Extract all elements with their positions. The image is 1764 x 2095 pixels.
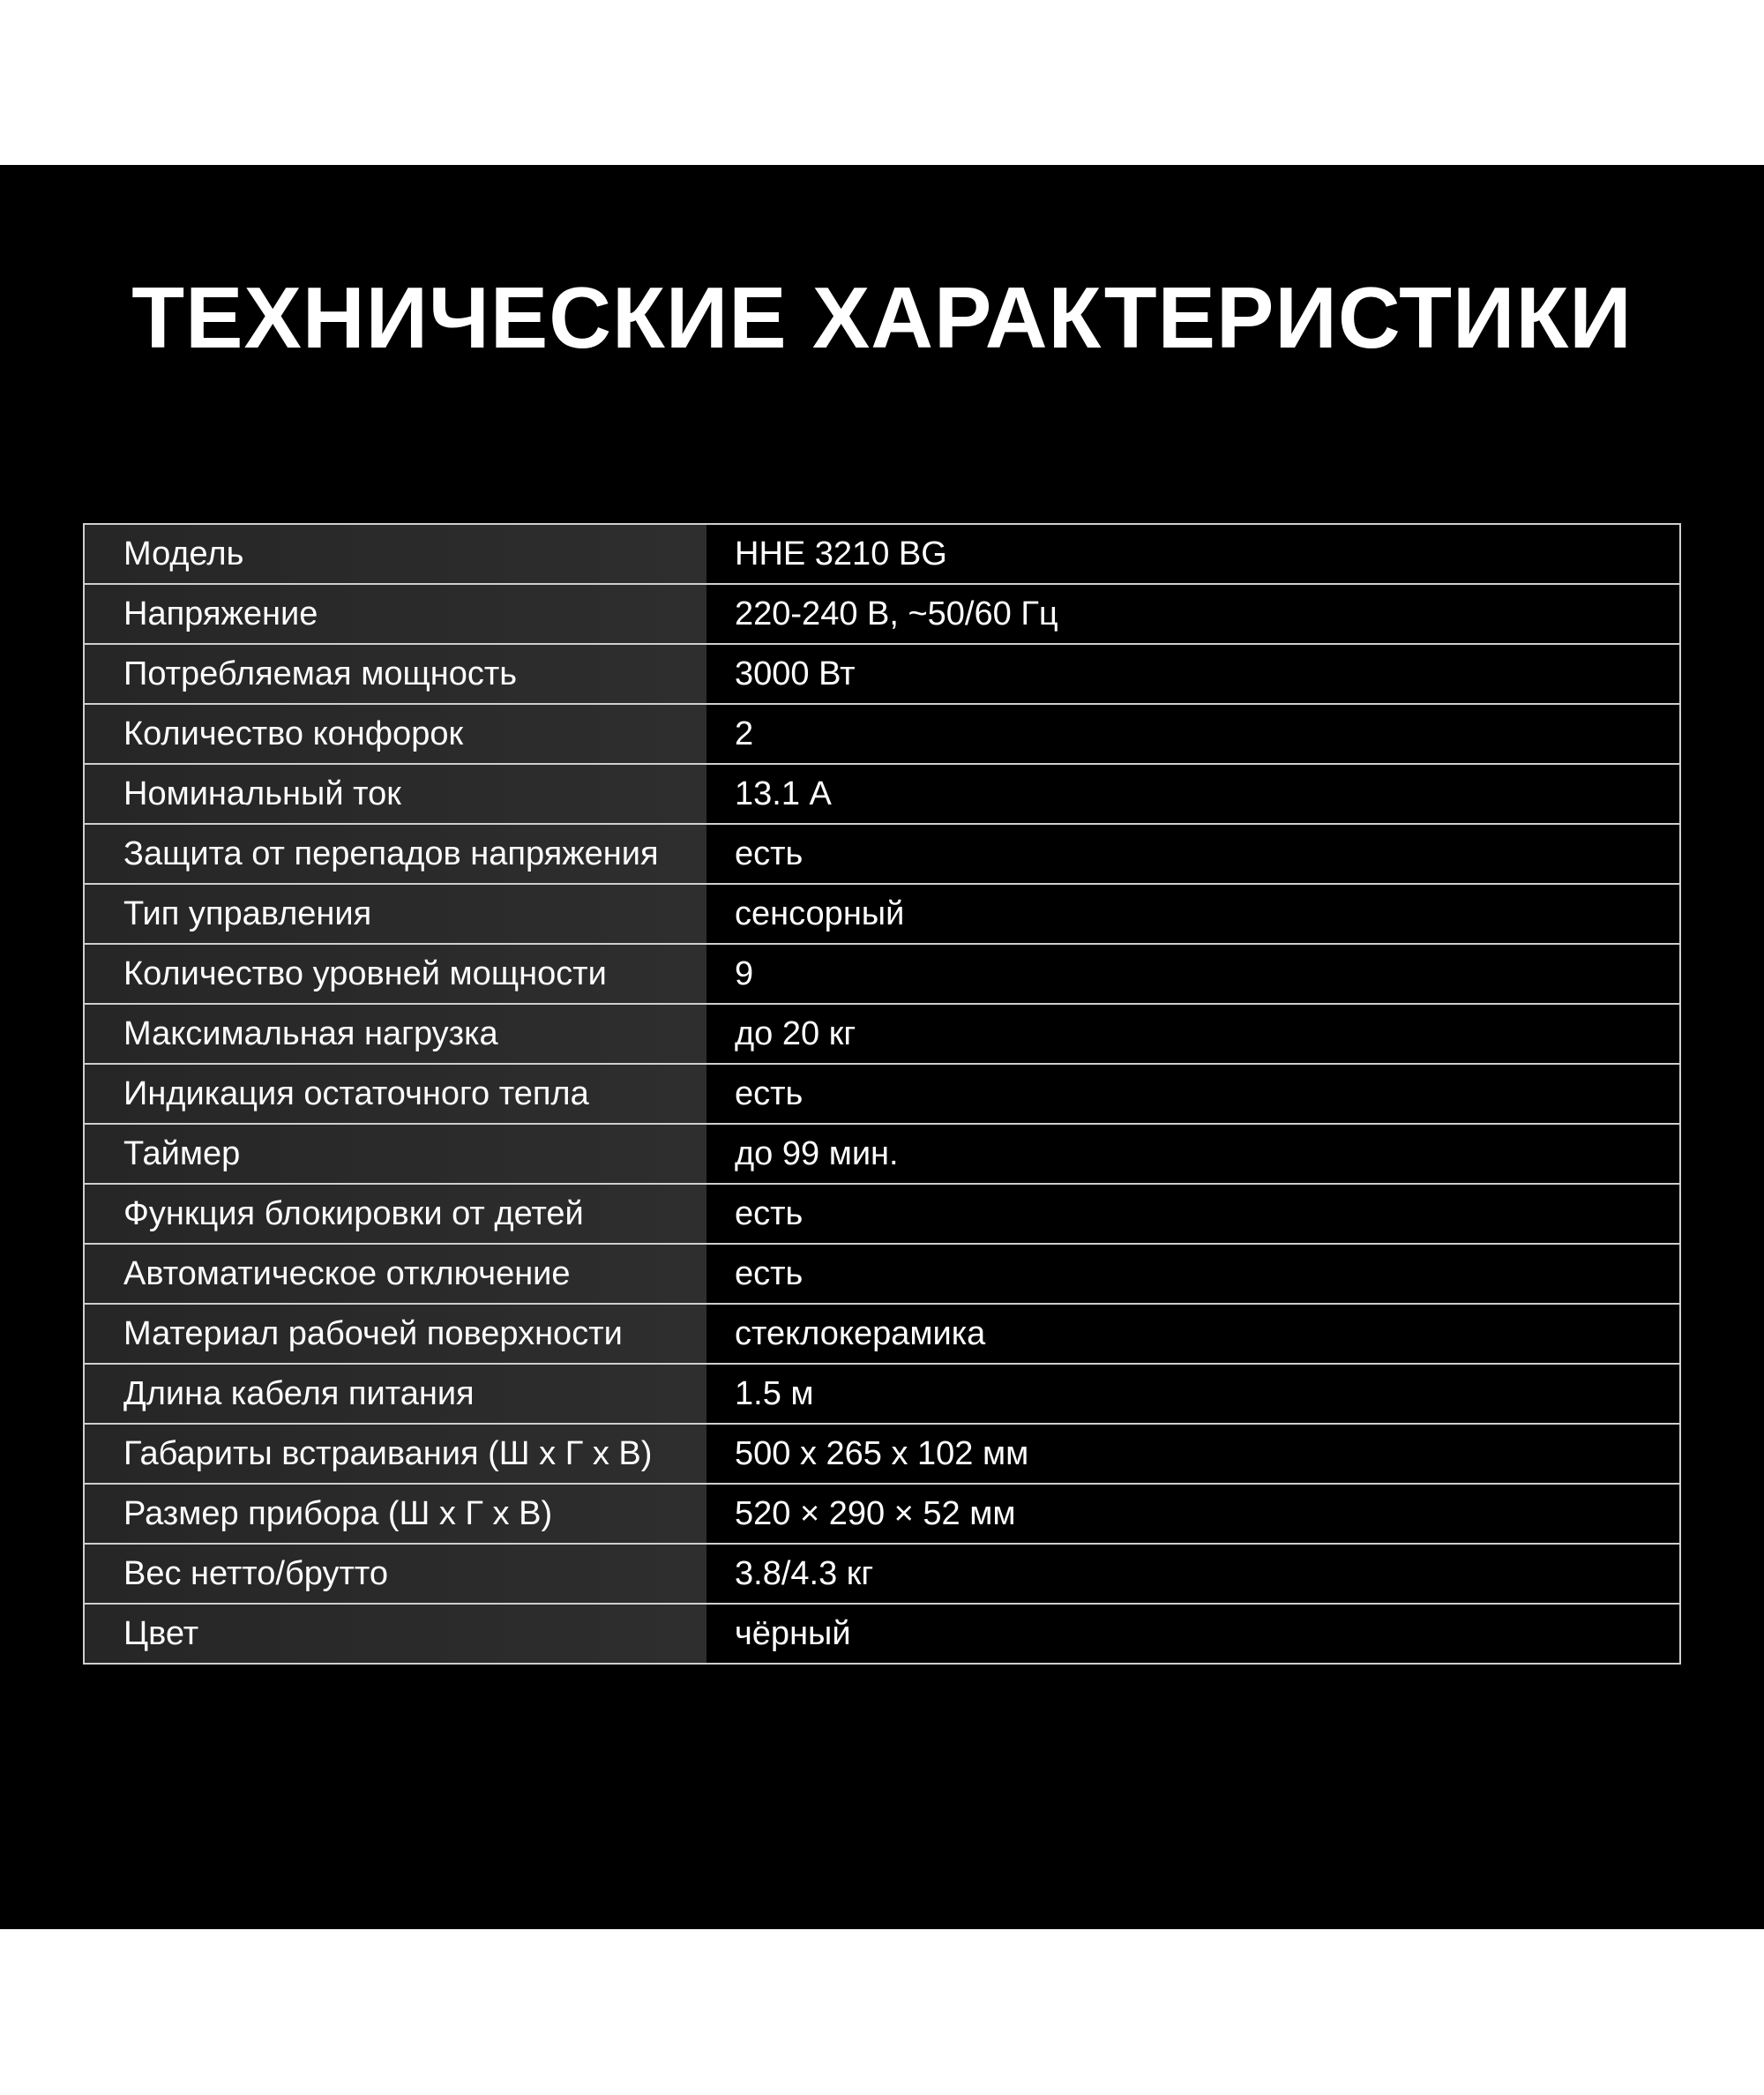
spec-row bbox=[84, 1004, 1680, 1064]
spec-label: Потребляемая мощность bbox=[84, 644, 706, 704]
spec-label: Функция блокировки от детей bbox=[84, 1184, 706, 1244]
page-title: ТЕХНИЧЕСКИЕ ХАРАКТЕРИСТИКИ bbox=[131, 269, 1633, 366]
spec-value: 500 х 265 х 102 мм bbox=[706, 1424, 1680, 1484]
spec-label: Цвет bbox=[84, 1604, 706, 1664]
spec-row bbox=[84, 1184, 1680, 1244]
spec-value: 13.1 А bbox=[706, 764, 1680, 824]
spec-row bbox=[84, 644, 1680, 704]
spec-value: 220-240 В, ~50/60 Гц bbox=[706, 584, 1680, 644]
spec-label: Длина кабеля питания bbox=[84, 1364, 706, 1424]
spec-row bbox=[84, 824, 1680, 884]
spec-value: до 99 мин. bbox=[706, 1124, 1680, 1184]
spec-value: стеклокерамика bbox=[706, 1304, 1680, 1364]
spec-value: 1.5 м bbox=[706, 1364, 1680, 1424]
spec-label: Напряжение bbox=[84, 584, 706, 644]
spec-row bbox=[84, 764, 1680, 824]
spec-row bbox=[84, 1604, 1680, 1664]
spec-label: Размер прибора (Ш х Г х В) bbox=[84, 1484, 706, 1544]
spec-value: есть bbox=[706, 1244, 1680, 1304]
spec-value: 3.8/4.3 кг bbox=[706, 1544, 1680, 1604]
spec-table-body bbox=[84, 524, 1680, 1664]
spec-row bbox=[84, 1304, 1680, 1364]
spec-label: Габариты встраивания (Ш х Г х В) bbox=[84, 1424, 706, 1484]
spec-value: есть bbox=[706, 824, 1680, 884]
spec-row bbox=[84, 704, 1680, 764]
spec-row bbox=[84, 1484, 1680, 1544]
spec-label: Номинальный ток bbox=[84, 764, 706, 824]
spec-row bbox=[84, 884, 1680, 944]
spec-value: 520 × 290 × 52 мм bbox=[706, 1484, 1680, 1544]
spec-label: Тип управления bbox=[84, 884, 706, 944]
spec-value: есть bbox=[706, 1064, 1680, 1124]
spec-row bbox=[84, 1064, 1680, 1124]
spec-value: до 20 кг bbox=[706, 1004, 1680, 1064]
spec-value: есть bbox=[706, 1184, 1680, 1244]
spec-row bbox=[84, 1124, 1680, 1184]
spec-label: Количество конфорок bbox=[84, 704, 706, 764]
spec-label: Материал рабочей поверхности bbox=[84, 1304, 706, 1364]
spec-row bbox=[84, 524, 1680, 584]
spec-value: 9 bbox=[706, 944, 1680, 1004]
spec-label: Таймер bbox=[84, 1124, 706, 1184]
spec-label: Вес нетто/брутто bbox=[84, 1544, 706, 1604]
spec-row bbox=[84, 944, 1680, 1004]
spec-value: 3000 Вт bbox=[706, 644, 1680, 704]
spec-value: HHE 3210 BG bbox=[706, 524, 1680, 584]
spec-value: сенсорный bbox=[706, 884, 1680, 944]
spec-label: Количество уровней мощности bbox=[84, 944, 706, 1004]
spec-table bbox=[83, 523, 1681, 1665]
spec-row bbox=[84, 584, 1680, 644]
spec-value: 2 bbox=[706, 704, 1680, 764]
spec-row bbox=[84, 1244, 1680, 1304]
spec-row bbox=[84, 1544, 1680, 1604]
spec-row bbox=[84, 1424, 1680, 1484]
spec-label: Автоматическое отключение bbox=[84, 1244, 706, 1304]
spec-label: Защита от перепадов напряжения bbox=[84, 824, 706, 884]
spec-row bbox=[84, 1364, 1680, 1424]
spec-value: чёрный bbox=[706, 1604, 1680, 1664]
spec-label: Модель bbox=[84, 524, 706, 584]
spec-label: Максимальная нагрузка bbox=[84, 1004, 706, 1064]
spec-label: Индикация остаточного тепла bbox=[84, 1064, 706, 1124]
